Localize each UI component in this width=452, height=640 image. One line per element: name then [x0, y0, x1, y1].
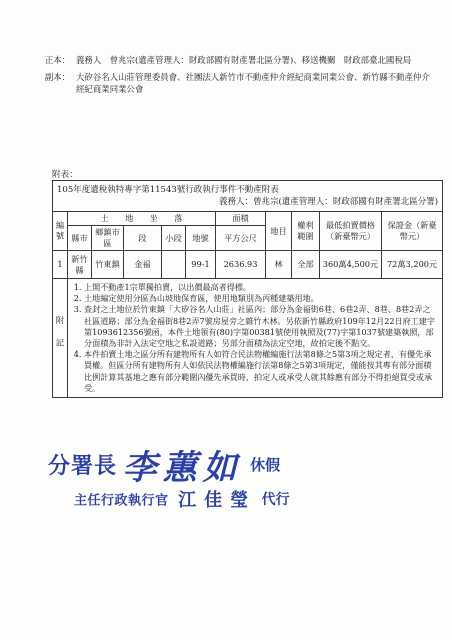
cell-category: 林	[266, 251, 292, 279]
col-subsection-header: 小段	[162, 226, 186, 251]
acting-officer-name: 江佳瑩	[178, 490, 257, 511]
cell-lot: 99-1	[186, 251, 216, 279]
note-item: 3. 查封之土地位於竹東鎮「大矽谷名人山莊」社區內；部分為金福街6巷、6巷2弄、8巷、8巷2弄之社區道路；部分為金福街8巷2弄7號房屋旁之雜竹木林。另依新竹縣政府109年12月22日府工建字第1093612356號函，本件土地領有(80)字第00381號使用執照及(77)字第1037號建築執照，部分面積為非計入法定空地之私設道路；另部分面積為法定空地，故拍定後不點交。	[84, 304, 438, 349]
cc-recipient-text: 大矽谷名人山莊管理委員會、社團法人新竹市不動產仲介經紀商業同業公會、新竹縣不動產仲介經紀商業同業公會	[76, 72, 430, 94]
table-row	[53, 251, 443, 279]
col-lot-header: 地號	[186, 226, 216, 251]
recipient-block	[32, 54, 437, 95]
director-title: 分署長	[48, 454, 118, 479]
acting-officer-title: 主任行政執行官	[74, 493, 169, 509]
cell-county: 新竹縣	[68, 251, 92, 279]
notes-cell	[68, 279, 443, 398]
col-no-header: 編號	[53, 212, 68, 251]
note-item: 4. 本件拍賣土地之區分所有建物所有人如符合民法物權編施行法第8條之5第3項之規定者，有優先承買權。但區分所有建物所有人如依民法物權編施行法第8條之5第3項規定，僅能按其專有部分面積比例計算其基地之應有部分範圍內優先承買時，拍定人或承受人就其餘應有部分不得拒絕買受或承受。	[84, 349, 438, 394]
col-category-header: 地目	[266, 212, 292, 251]
cell-min-price: 360萬4,500元	[320, 251, 382, 279]
col-location-header: 土 地 坐 落	[68, 212, 216, 226]
col-minprice-header: 最低拍賣價格（新臺幣元）	[320, 212, 382, 251]
acting-officer-signature	[74, 486, 290, 512]
main-recipient-text: 義務人 曾兆宗(遺產管理人：財政部國有財產署北區分署)、移送機關 財政部臺北國稅局	[76, 55, 412, 65]
col-area-header: 面積	[216, 212, 266, 226]
cc-recipient-row	[32, 71, 437, 95]
col-township-header: 鄉鎮市區	[92, 226, 124, 251]
note-item: 1. 上開不動產1宗單獨拍賣，以出價最高者得標。	[84, 282, 438, 293]
annex-label: 附表：	[52, 170, 78, 180]
cell-no: 1	[53, 251, 68, 279]
cell-section: 金福	[124, 251, 162, 279]
col-deposit-header: 保證金（新臺幣元）	[382, 212, 443, 251]
director-name: 李蕙如	[122, 448, 243, 488]
cell-township: 竹東鎮	[92, 251, 124, 279]
table-title: 105年度遺稅執特專字第11543號行政執行事件不動產附表	[57, 185, 279, 195]
acting-note: 代行	[261, 492, 290, 508]
property-table	[52, 180, 443, 398]
cell-area: 2636.93	[216, 251, 266, 279]
notes-label: 附記	[53, 279, 68, 398]
col-county-header: 縣市	[68, 226, 92, 251]
col-section-header: 段	[124, 226, 162, 251]
main-recipient-label: 正本：	[44, 55, 70, 65]
director-signature	[48, 440, 280, 489]
table-title-cell	[53, 181, 443, 212]
col-area-unit-header: 平方公尺	[216, 226, 266, 251]
col-scope-header: 權利範圍	[292, 212, 320, 251]
obligor-line: 義務人：曾兆宗(遺產管理人：財政部國有財產署北區分署)	[218, 197, 439, 207]
cell-deposit: 72萬3,200元	[382, 251, 443, 279]
notes-list	[72, 282, 438, 394]
cell-subsection	[162, 251, 186, 279]
main-recipient-row	[32, 54, 437, 66]
director-leave-note: 休假	[250, 456, 281, 474]
cell-scope: 全部	[292, 251, 320, 279]
cc-recipient-label: 副本：	[44, 72, 70, 82]
note-item: 2. 土地編定使用分區為山坡地保育區，使用地類別為丙種建築用地。	[84, 293, 438, 304]
